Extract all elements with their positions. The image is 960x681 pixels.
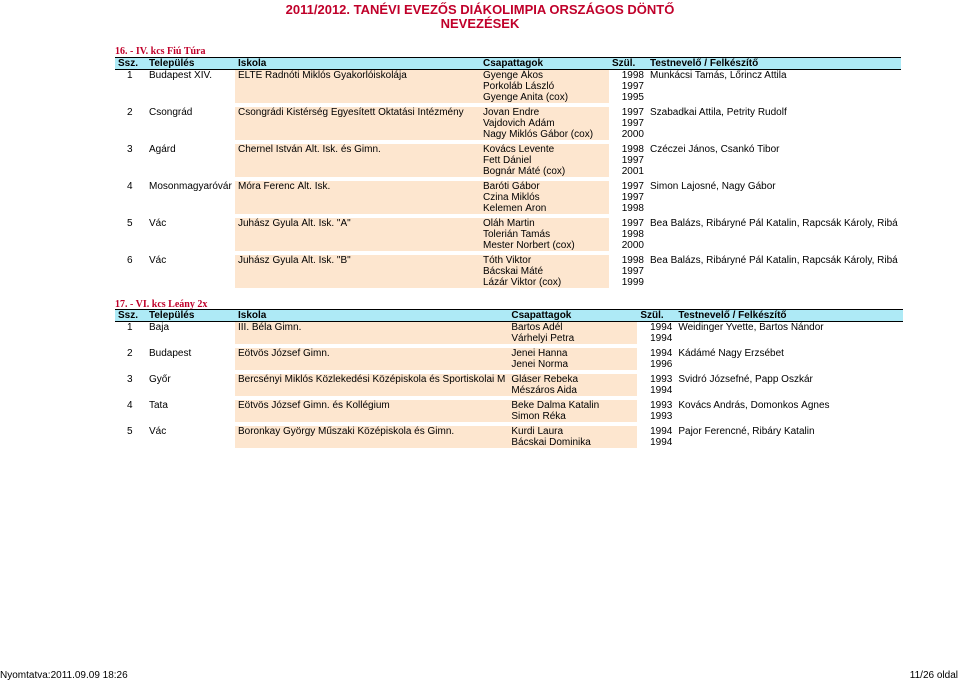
felkeszito-cell: Bea Balázs, Ribáryné Pál Katalin, Rapcsák Károly, Ribá <box>650 218 898 229</box>
felkeszito-cell <box>647 166 901 177</box>
telepules-cell: Budapest <box>149 348 192 359</box>
iskola-cell <box>235 277 480 288</box>
felkeszito-cell: Szabadkai Attila, Petrity Rudolf <box>650 107 787 118</box>
telepules-cell: Vác <box>149 426 167 437</box>
column-header: Település <box>146 58 235 70</box>
ssz-cell <box>115 277 146 288</box>
felkeszito-cell: Kádámé Nagy Erzsébet <box>678 348 784 359</box>
column-header: Szül. <box>637 310 675 322</box>
member-name-cell: Kovács Levente <box>480 144 609 155</box>
iskola-cell <box>235 192 480 203</box>
member-name-cell: Kelemen Áron <box>480 203 609 214</box>
ssz-cell: 3 <box>127 374 133 385</box>
iskola-cell <box>235 385 508 396</box>
iskola-cell: Chernel István Ált. Isk. és Gimn. <box>235 144 480 155</box>
telepules-cell <box>146 411 235 422</box>
ssz-cell <box>115 266 146 277</box>
table-row <box>115 155 901 166</box>
iskola-cell <box>235 166 480 177</box>
iskola-cell <box>235 203 480 214</box>
telepules-cell <box>146 229 235 240</box>
telepules-cell: Vác <box>149 218 167 229</box>
felkeszito-cell <box>647 229 901 240</box>
ssz-cell: 5 <box>127 426 133 437</box>
column-header: Ssz. <box>115 310 146 322</box>
table-row <box>115 385 903 396</box>
ssz-cell <box>115 203 146 214</box>
ssz-cell <box>115 118 146 129</box>
page-number: 11/26 oldal <box>909 670 958 681</box>
telepules-cell <box>146 166 235 177</box>
table-row <box>115 203 901 214</box>
table-header-row <box>115 310 903 322</box>
felkeszito-cell <box>647 129 901 140</box>
iskola-cell: Juhász Gyula Ált. Isk. "A" <box>235 218 480 229</box>
felkeszito-cell: Simon Lajosné, Nagy Gábor <box>650 181 776 192</box>
member-year-cell: 2000 <box>621 129 644 140</box>
member-year-cell: 1994 <box>650 437 673 448</box>
member-year-cell: 1998 <box>621 70 644 81</box>
telepules-cell: Vác <box>149 255 167 266</box>
member-name-cell: Vajdovich Ádám <box>480 118 609 129</box>
member-year-cell: 1999 <box>621 277 644 288</box>
iskola-cell <box>235 92 480 103</box>
member-year-cell: 1997 <box>621 192 644 203</box>
iskola-cell: Csongrádi Kistérség Egyesített Oktatási Intézmény <box>235 107 480 118</box>
member-year-cell: 1995 <box>621 92 644 103</box>
ssz-cell: 2 <box>127 107 133 118</box>
table-row <box>115 348 903 359</box>
member-year-cell: 1997 <box>621 155 644 166</box>
spacer-cell <box>609 288 647 292</box>
iskola-cell: Móra Ferenc Ált. Isk. <box>235 181 480 192</box>
column-header: Iskola <box>235 58 480 70</box>
telepules-cell: Mosonmagyaróvár <box>149 181 232 192</box>
member-year-cell: 1997 <box>621 107 644 118</box>
felkeszito-cell <box>647 266 901 277</box>
felkeszito-cell <box>647 192 901 203</box>
spacer-cell <box>115 448 146 452</box>
iskola-cell <box>235 81 480 92</box>
member-year-cell: 1993 <box>650 374 673 385</box>
telepules-cell: Tata <box>149 400 168 411</box>
table-row <box>115 70 901 82</box>
telepules-cell <box>146 92 235 103</box>
member-name-cell: Bácskai Máté <box>480 266 609 277</box>
table-row <box>115 411 903 422</box>
column-header: Ssz. <box>115 58 146 70</box>
member-name-cell: Fett Dániel <box>480 155 609 166</box>
member-year-cell: 1998 <box>621 144 644 155</box>
ssz-cell <box>115 240 146 251</box>
print-timestamp: Nyomtatva:2011.09.09 18:26 <box>0 670 128 681</box>
telepules-cell <box>146 203 235 214</box>
felkeszito-cell: Kovács András, Domonkos Ágnes <box>678 400 830 411</box>
member-name-cell: Oláh Martin <box>480 218 609 229</box>
member-year-cell: 1994 <box>650 333 673 344</box>
ssz-cell: 4 <box>127 400 133 411</box>
spacer-cell <box>146 448 235 452</box>
member-year-cell: 2000 <box>621 240 644 251</box>
ssz-cell <box>115 359 146 370</box>
iskola-cell <box>235 437 508 448</box>
iskola-cell: Boronkay György Műszaki Középiskola és Gimn. <box>235 426 508 437</box>
ssz-cell <box>115 385 146 396</box>
row-spacer <box>115 448 903 452</box>
member-year-cell: 1997 <box>621 81 644 92</box>
telepules-cell: Baja <box>149 322 170 333</box>
spacer-cell <box>675 448 903 452</box>
telepules-cell <box>146 385 235 396</box>
member-name-cell: Baróti Gábor <box>480 181 609 192</box>
table-row <box>115 333 903 344</box>
felkeszito-cell <box>675 437 903 448</box>
felkeszito-cell: Weidinger Yvette, Bartos Nándor <box>678 322 824 333</box>
felkeszito-cell <box>675 385 903 396</box>
table-row <box>115 277 901 288</box>
table-row <box>115 426 903 437</box>
table-row <box>115 322 903 334</box>
member-year-cell: 1993 <box>650 411 673 422</box>
telepules-cell <box>146 129 235 140</box>
member-name-cell: Tóth Viktor <box>480 255 609 266</box>
member-name-cell: Porkoláb László <box>480 81 609 92</box>
column-header: Csapattagok <box>508 310 637 322</box>
column-header: Csapattagok <box>480 58 609 70</box>
table-row <box>115 218 901 229</box>
member-year-cell: 1998 <box>621 229 644 240</box>
section-title: 16. - IV. kcs Fiú Túra <box>115 46 206 57</box>
telepules-cell: Győr <box>149 374 171 385</box>
member-year-cell: 1997 <box>621 118 644 129</box>
table-row <box>115 359 903 370</box>
telepules-cell <box>146 266 235 277</box>
spacer-cell <box>637 448 675 452</box>
member-name-cell: Gyenge Ákos <box>480 70 609 82</box>
felkeszito-cell <box>675 359 903 370</box>
row-spacer <box>115 288 901 292</box>
telepules-cell <box>146 155 235 166</box>
member-name-cell: Mester Norbert (cox) <box>480 240 609 251</box>
felkeszito-cell <box>675 333 903 344</box>
member-name-cell: Bácskai Dominika <box>508 437 637 448</box>
member-name-cell: Jenei Norma <box>508 359 637 370</box>
page-title-line2: NEVEZÉSEK <box>440 16 520 31</box>
iskola-cell: Bercsényi Miklós Közlekedési Középiskola és Sportiskolai M <box>235 374 508 385</box>
table-row <box>115 129 901 140</box>
member-name-cell: Nagy Miklós Gábor (cox) <box>480 129 609 140</box>
table-row <box>115 144 901 155</box>
iskola-cell <box>235 333 508 344</box>
spacer-cell <box>508 448 637 452</box>
ssz-cell: 1 <box>127 322 133 333</box>
ssz-cell <box>115 155 146 166</box>
column-header: Szül. <box>609 58 647 70</box>
iskola-cell <box>235 229 480 240</box>
telepules-cell: Budapest XIV. <box>149 70 213 81</box>
spacer-cell <box>235 288 480 292</box>
ssz-cell <box>115 437 146 448</box>
iskola-cell <box>235 118 480 129</box>
felkeszito-cell <box>647 81 901 92</box>
column-header: Testnevelő / Felkészítő <box>647 58 901 70</box>
ssz-cell: 2 <box>127 348 133 359</box>
telepules-cell <box>146 192 235 203</box>
member-name-cell: Kurdi Laura <box>508 426 637 437</box>
member-year-cell: 1994 <box>650 322 673 333</box>
member-name-cell: Bartos Adél <box>508 322 637 334</box>
felkeszito-cell <box>647 203 901 214</box>
telepules-cell <box>146 277 235 288</box>
table-row <box>115 437 903 448</box>
section-title: 17. - VI. kcs Leány 2x <box>115 299 208 310</box>
iskola-cell <box>235 155 480 166</box>
telepules-cell: Csongrád <box>149 107 193 118</box>
member-year-cell: 1996 <box>650 359 673 370</box>
page-title-line1: 2011/2012. TANÉVI EVEZŐS DIÁKOLIMPIA ORSZÁGOS DÖNTŐ <box>285 2 675 17</box>
telepules-cell <box>146 333 235 344</box>
spacer-cell <box>115 288 146 292</box>
iskola-cell: Juhász Gyula Ált. Isk. "B" <box>235 255 480 266</box>
table-header-row <box>115 58 901 70</box>
member-year-cell: 1994 <box>650 426 673 437</box>
iskola-cell <box>235 411 508 422</box>
felkeszito-cell <box>675 411 903 422</box>
felkeszito-cell: Czéczei János, Csankó Tibor <box>650 144 780 155</box>
ssz-cell <box>115 411 146 422</box>
member-year-cell: 2001 <box>621 166 644 177</box>
table-row <box>115 240 901 251</box>
spacer-cell <box>480 288 609 292</box>
felkeszito-cell: Svidró Józsefné, Papp Oszkár <box>678 374 813 385</box>
member-year-cell: 1994 <box>650 348 673 359</box>
member-name-cell: Czina Miklós <box>480 192 609 203</box>
member-name-cell: Beke Dalma Katalin <box>508 400 637 411</box>
ssz-cell <box>115 192 146 203</box>
table-row <box>115 255 901 266</box>
spacer-cell <box>647 288 901 292</box>
felkeszito-cell <box>647 118 901 129</box>
member-name-cell: Lázár Viktor (cox) <box>480 277 609 288</box>
member-name-cell: Mészáros Aida <box>508 385 637 396</box>
telepules-cell <box>146 240 235 251</box>
iskola-cell: ELTE Radnóti Miklós Gyakorlóiskolája <box>235 70 480 82</box>
column-header: Testnevelő / Felkészítő <box>675 310 903 322</box>
member-name-cell: Bognár Máté (cox) <box>480 166 609 177</box>
felkeszito-cell <box>647 155 901 166</box>
table-row <box>115 400 903 411</box>
table-row <box>115 374 903 385</box>
member-name-cell: Várhelyi Petra <box>508 333 637 344</box>
telepules-cell: Agárd <box>149 144 176 155</box>
table-row <box>115 192 901 203</box>
felkeszito-cell <box>647 277 901 288</box>
table-row <box>115 166 901 177</box>
entries-table <box>115 57 901 292</box>
felkeszito-cell: Bea Balázs, Ribáryné Pál Katalin, Rapcsák Károly, Ribá <box>650 255 898 266</box>
member-name-cell: Tolerián Tamás <box>480 229 609 240</box>
member-year-cell: 1994 <box>650 385 673 396</box>
member-year-cell: 1997 <box>621 266 644 277</box>
ssz-cell: 1 <box>127 70 133 81</box>
iskola-cell <box>235 266 480 277</box>
member-name-cell: Jovan Endre <box>480 107 609 118</box>
iskola-cell: Eötvös József Gimn. <box>235 348 508 359</box>
table-row <box>115 118 901 129</box>
member-year-cell: 1997 <box>621 218 644 229</box>
iskola-cell <box>235 359 508 370</box>
telepules-cell <box>146 118 235 129</box>
ssz-cell: 4 <box>127 181 133 192</box>
spacer-cell <box>235 448 508 452</box>
member-year-cell: 1993 <box>650 400 673 411</box>
table-row <box>115 266 901 277</box>
telepules-cell <box>146 359 235 370</box>
table-row <box>115 81 901 92</box>
column-header: Település <box>146 310 235 322</box>
ssz-cell: 5 <box>127 218 133 229</box>
member-year-cell: 1998 <box>621 203 644 214</box>
telepules-cell <box>146 81 235 92</box>
iskola-cell <box>235 129 480 140</box>
member-year-cell: 1998 <box>621 255 644 266</box>
felkeszito-cell: Pajor Ferencné, Ribáry Katalin <box>678 426 815 437</box>
member-year-cell: 1997 <box>621 181 644 192</box>
ssz-cell <box>115 129 146 140</box>
entries-table <box>115 309 903 452</box>
iskola-cell: Eötvös József Gimn. és Kollégium <box>235 400 508 411</box>
ssz-cell <box>115 92 146 103</box>
member-name-cell: Jenei Hanna <box>508 348 637 359</box>
member-name-cell: Gláser Rebeka <box>508 374 637 385</box>
ssz-cell <box>115 333 146 344</box>
ssz-cell <box>115 229 146 240</box>
member-name-cell: Gyenge Anita (cox) <box>480 92 609 103</box>
table-row <box>115 92 901 103</box>
table-row <box>115 181 901 192</box>
ssz-cell: 6 <box>127 255 133 266</box>
ssz-cell <box>115 81 146 92</box>
member-name-cell: Simon Réka <box>508 411 637 422</box>
iskola-cell: III. Béla Gimn. <box>235 322 508 334</box>
iskola-cell <box>235 240 480 251</box>
table-row <box>115 229 901 240</box>
felkeszito-cell <box>647 240 901 251</box>
telepules-cell <box>146 437 235 448</box>
ssz-cell <box>115 166 146 177</box>
spacer-cell <box>146 288 235 292</box>
ssz-cell: 3 <box>127 144 133 155</box>
table-row <box>115 107 901 118</box>
felkeszito-cell <box>647 92 901 103</box>
felkeszito-cell: Munkácsi Tamás, Lőrincz Attila <box>650 70 787 81</box>
column-header: Iskola <box>235 310 508 322</box>
